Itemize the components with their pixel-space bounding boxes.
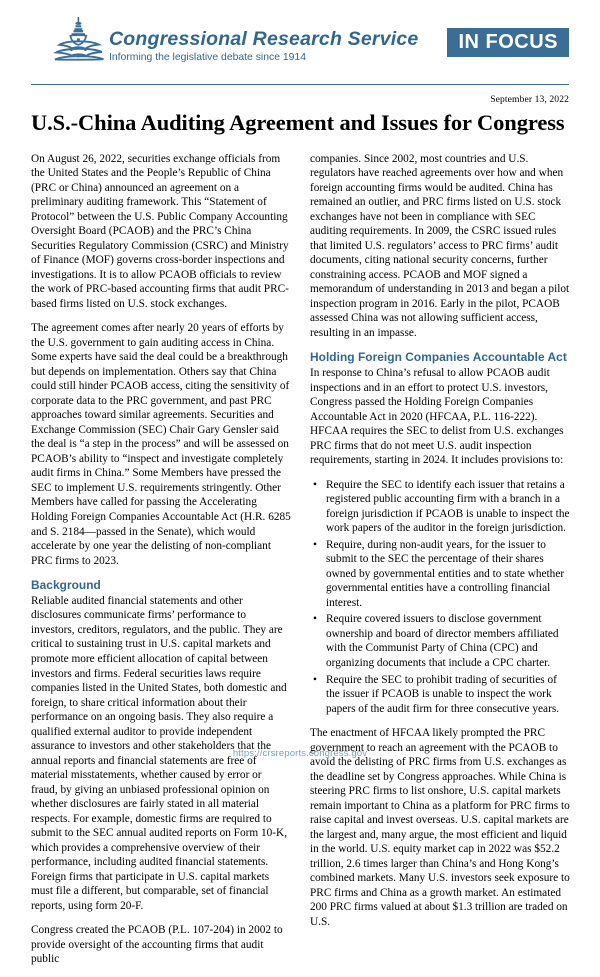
paragraph: The agreement comes after nearly 20 years of efforts by the U.S. government to gain auditing access in China. Some experts have said the deal could be a breakthrough but depends on implementation. Others say that China could still hinder PCAOB access, citing the sensitivity of corporate data to the PRC government, and past PRC approaches toward similar agreements. Securities and Exchange Commission (SEC) Chair Gary Gensler said the deal is “a step in the process” and will be assessed on PCAOB’s ability to “inspect and investigate completely audit firms in China.” Some Members have pressed the SEC to implement U.S. requirements stringently. Other Members have called for passing the Accelerating Holding Foreign Companies Accountable Act (H.R. 6285 and S. 2184—passed in the Senate), which would accelerate by one year the delisting of non-compliant PRC firms to 2023.: [31, 322, 291, 567]
organization-name: Congressional Research Service: [109, 28, 419, 51]
list-item-text: Require, during non-audit years, for the issuer to submit to the SEC the percentage of their shares owned by governmental entities and to state whether governmental entities have a controlling financial interest.: [326, 538, 565, 609]
paragraph: companies. Since 2002, most countries and U.S. regulators have reached agreements over how and when foreign accounting firms would be audited. China has remained an outlier, and PRC firms listed on U.S. stock exchanges have not been in compliance with SEC auditing requirements. In 2009, the CSRC issued rules that limited U.S. regulators’ access to PRC firms’ audit documents, citing national security concerns, further constraining access. PCAOB and MOF signed a memorandum of understanding in 2013 and began a pilot inspection program in 2016. Early in the pilot, PCAOB assessed China was not allowing sufficient access, resulting in an impasse.: [310, 152, 570, 339]
list-item-text: Require covered issuers to disclose government ownership and board of director members affiliated with the Communist Party of China (CPC) and organizing documents that include a CPC charter.: [326, 613, 559, 669]
bullet-icon: •: [313, 613, 317, 626]
section-heading-hfcaa: Holding Foreign Companies Accountable Act: [310, 350, 567, 365]
body-columns: [31, 152, 569, 977]
section-heading-background: Background: [31, 578, 101, 593]
bullet-icon: •: [313, 538, 317, 551]
organization-tagline: Informing the legislative debate since 1914: [109, 51, 306, 63]
paragraph: On August 26, 2022, securities exchange officials from the United States and the People’s Republic of China (PRC or China) announced an agreement on a preliminary auditing framework. This “Statement of Protocol” between the U.S. Public Company Accounting Oversight Board (PCAOB) and the PRC’s China Securities Regulatory Commission (CSRC) and Ministry of Finance (MOF) governs cross-border inspections and investigations. It is to allow PCAOB officials to review the work of PRC-based accounting firms that audit PRC-based firms listed on U.S. stock exchanges.: [31, 152, 289, 310]
list-item: [310, 612, 570, 670]
list-item-text: Require the SEC to identify each issuer that retains a registered public accounting firm with a branch in a foreign jurisdiction if PCAOB is unable to inspect the work papers of the auditor in the foreign jurisdiction.: [326, 478, 570, 535]
capitol-dome-icon: [53, 16, 105, 66]
left-column: [31, 152, 291, 977]
paragraph: In response to China’s refusal to allow PCAOB audit inspections and in an effort to protect U.S. investors, Congress passed the Holding Foreign Companies Accountable Act in 2020 (HFCAA, P.L. 116-222). HFCAA requires the SEC to delist from U.S. exchanges PRC firms that do not meet U.S. audit inspection requirements, starting in 2024. It includes provisions to:: [310, 367, 564, 467]
list-item: [310, 478, 570, 536]
list-item: [310, 538, 570, 611]
in-focus-badge: IN FOCUS: [447, 28, 569, 57]
paragraph: The enactment of HFCAA likely prompted the PRC government to reach an agreement with the PCAOB to avoid the delisting of PRC firms from U.S. exchanges as the deadline set by Congress approaches. While China is steering PRC firms to list onshore, U.S. capital markets remain important to China as a platform for PRC firms to raise capital and invest overseas. U.S. capital markets are the largest and, many argue, the most efficient and liquid in the world. U.S. equity market cap in 2022 was $52.2 trillion, 2.6 times larger than China’s and Hong Kong’s combined markets. Many U.S. investors seek exposure to PRC firms and China as a growth market. An estimated 200 PRC firms valued at about $1.3 trillion are traded on U.S.: [310, 727, 570, 928]
header-divider: [31, 84, 569, 85]
publication-date: September 13, 2022: [490, 94, 569, 105]
provisions-list: [310, 478, 570, 716]
list-item: [310, 673, 570, 717]
paragraph: Reliable audited financial statements and other disclosures communicate firms’ performance to investors, creditors, regulators, and the public. They are critical to sustaining trust in U.S. capital markets and promote more efficient allocation of capital between investors and firms. Federal securities laws require companies listed in the United States, both domestic and foreign, to share critical information about their performance on an ongoing basis. They also require a qualified external auditor to provide independent assurance to investors and other stakeholders that the annual reports and financial statements are free of material misstatements, whether caused by error or fraud, by giving an unbiased professional opinion on whether disclosures are fairly stated in all material respects. For example, domestic firms are required to submit to the SEC annual audited reports on Form 10-K, which provides a comprehensive overview of their performance, including audited financial statements. Foreign firms that participate in U.S. capital markets must file a different, but comparable, set of financial reports, using form 20-F.: [31, 594, 288, 912]
crs-logo: [53, 16, 418, 66]
crs-wordmark: [109, 29, 418, 66]
bullet-icon: •: [313, 673, 317, 686]
page-title: U.S.-China Auditing Agreement and Issues for Congress: [31, 110, 565, 135]
masthead: [31, 0, 569, 78]
paragraph: Congress created the PCAOB (P.L. 107-204) in 2002 to provide oversight of the accounting firms that audit public: [31, 924, 283, 966]
footer-url[interactable]: https://crsreports.congress.gov: [232, 748, 368, 759]
bullet-icon: •: [313, 478, 317, 491]
list-item-text: Require the SEC to prohibit trading of securities of the issuer if PCAOB is unable to inspect the work papers of the audit firm for three consecutive years.: [326, 673, 560, 715]
right-column: [310, 152, 570, 977]
